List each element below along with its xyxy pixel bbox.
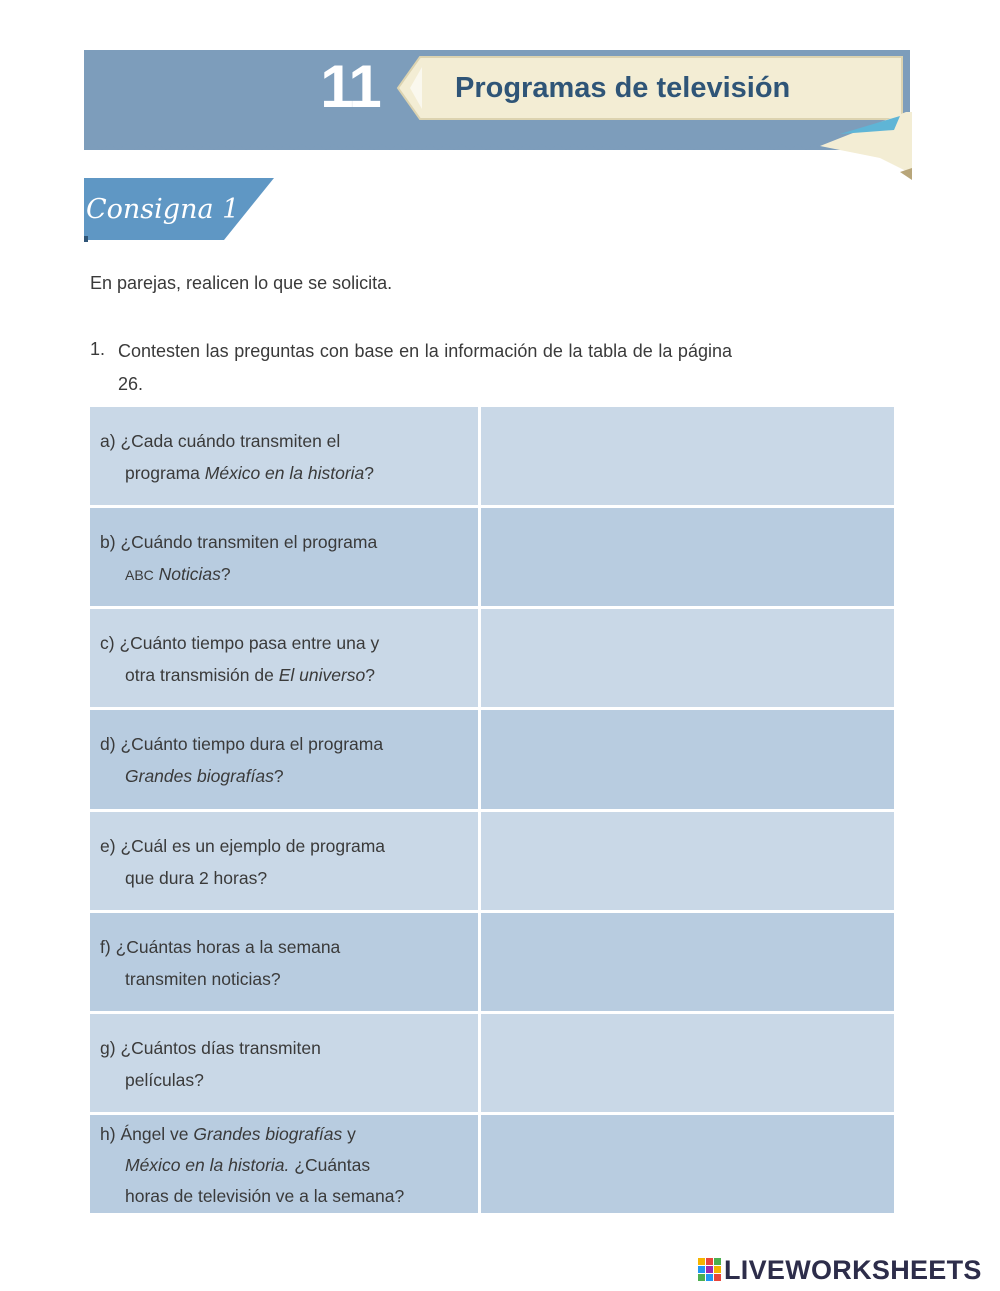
question-line: transmiten noticias? xyxy=(125,968,281,989)
question-line xyxy=(100,1150,470,1181)
question-cell-d xyxy=(90,710,478,808)
answer-cell-c[interactable] xyxy=(481,609,894,707)
question-line: ¿Cuándo transmiten el programa xyxy=(120,532,378,553)
program-name-abbr: ABC xyxy=(125,567,154,584)
question-text-part: Ángel ve xyxy=(120,1123,194,1144)
question-text-part: ? xyxy=(220,564,231,585)
answer-cell-h[interactable] xyxy=(481,1115,894,1213)
program-name: Noticias xyxy=(158,564,221,585)
question-line: ¿Cuánto tiempo dura el programa xyxy=(120,734,384,755)
program-name: El universo xyxy=(278,665,366,686)
questions-table xyxy=(90,407,894,1213)
liveworksheets-logo-icon xyxy=(698,1258,722,1282)
question-letter: f) xyxy=(100,936,111,957)
question-cell-g xyxy=(90,1014,478,1112)
answer-cell-a[interactable] xyxy=(481,407,894,505)
question-line: películas? xyxy=(125,1069,204,1090)
question-text-part: y xyxy=(342,1123,356,1144)
lesson-number: 11 xyxy=(320,53,380,120)
question-letter: c) xyxy=(100,633,115,654)
instructions-text: En parejas, realicen lo que se solicita. xyxy=(90,273,393,293)
question-text-part: otra transmisión de xyxy=(125,665,279,686)
question-line xyxy=(100,760,470,792)
question-line xyxy=(100,457,470,489)
question-cell-b xyxy=(90,508,478,606)
question-letter: g) xyxy=(100,1037,116,1058)
question-text-part: ? xyxy=(365,665,375,686)
answer-cell-b[interactable] xyxy=(481,508,894,606)
consigna-label: Consigna 1 xyxy=(86,194,240,225)
question-text-part: programa xyxy=(125,463,205,483)
answer-cell-e[interactable] xyxy=(481,812,894,910)
page-title: Programas de televisión xyxy=(455,72,791,104)
program-name: Grandes biografías xyxy=(193,1123,343,1144)
question-line xyxy=(100,659,470,691)
question-letter: b) xyxy=(100,532,116,553)
question-line: ¿Cuánto tiempo pasa entre una y xyxy=(119,633,380,654)
answer-cell-g[interactable] xyxy=(481,1014,894,1112)
question-line: ¿Cuántas horas a la semana xyxy=(115,936,341,957)
program-name: Grandes biografías xyxy=(125,766,274,787)
question-cell-a xyxy=(90,407,478,505)
answer-cell-d[interactable] xyxy=(481,710,894,808)
liveworksheets-brand: LIVEWORKSHEETS xyxy=(724,1255,982,1285)
question-number: 1. xyxy=(90,339,106,359)
question-line xyxy=(100,558,470,591)
program-name: México en la historia. xyxy=(125,1154,290,1175)
question-cell-c xyxy=(90,609,478,707)
question-line: que dura 2 horas? xyxy=(125,867,268,888)
question-letter: e) xyxy=(100,835,116,856)
program-name: México en la historia xyxy=(204,463,365,483)
question-line: ¿Cuántos días transmiten xyxy=(120,1037,321,1058)
question-letter: d) xyxy=(100,734,116,755)
question-text-part: ¿Cuántas xyxy=(289,1154,371,1175)
answer-cell-f[interactable] xyxy=(481,913,894,1011)
question-letter: h) xyxy=(100,1123,116,1144)
question-text: Contesten las preguntas con base en la información de la tabla de la página 26. xyxy=(118,341,732,394)
ribbon-fold-decoration xyxy=(820,110,912,180)
question-text-part: ? xyxy=(364,463,375,483)
question-cell-e xyxy=(90,812,478,910)
banner-zigzag-edge xyxy=(84,140,910,160)
question-line: ¿Cada cuándo transmiten el xyxy=(120,431,341,451)
question-text-part: ? xyxy=(273,766,284,787)
question-line: horas de televisión ve a la semana? xyxy=(125,1185,405,1206)
question-cell-h xyxy=(90,1115,478,1213)
question-cell-f xyxy=(90,913,478,1011)
question-line: ¿Cuál es un ejemplo de programa xyxy=(120,835,386,856)
question-letter: a) xyxy=(100,431,116,451)
